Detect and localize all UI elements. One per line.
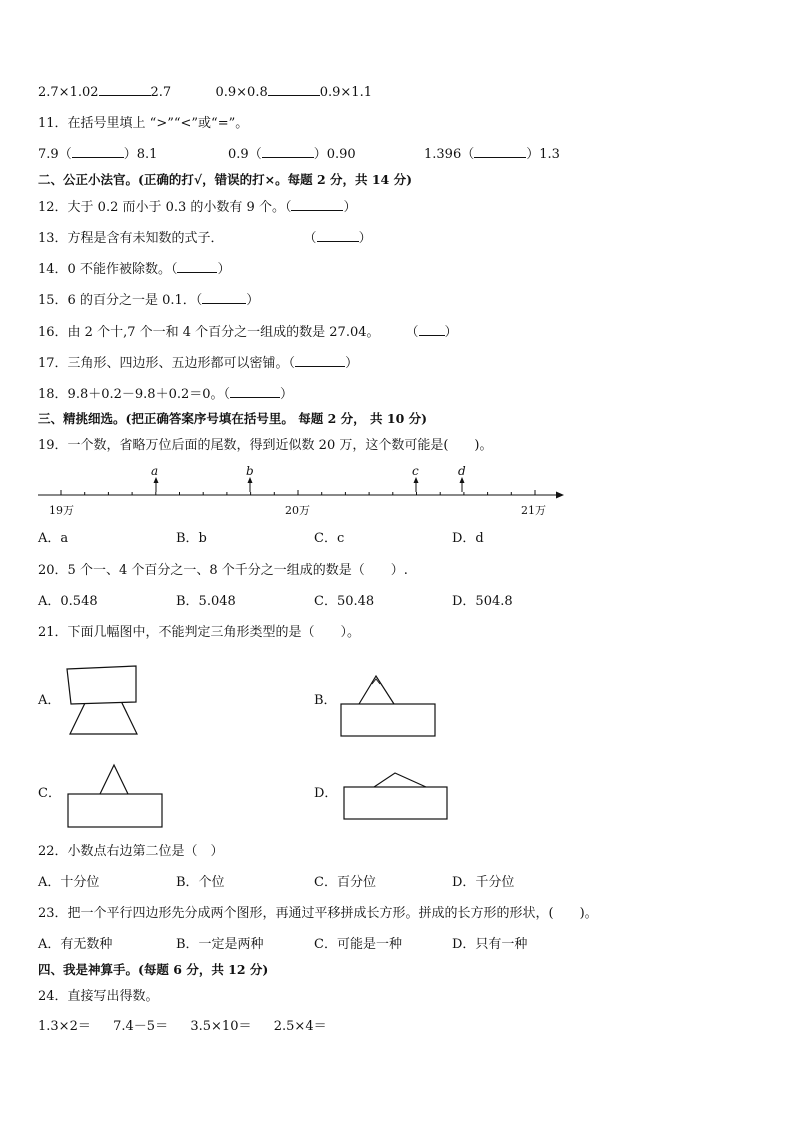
- q20-option-b[interactable]: B．5.048: [176, 594, 236, 609]
- figure-d-triangle: [374, 773, 426, 787]
- q22-stem: 22．小数点右边第二位是（ ）: [38, 844, 224, 859]
- number-line: [38, 492, 564, 499]
- q11-item-3: 1.396（ ）1.3: [424, 147, 560, 162]
- compare-left-b: 0.9×0.8: [215, 85, 268, 100]
- q11-stem: 11．在括号里填上 “>”“<”或“=”。: [38, 116, 249, 131]
- q19-option-b[interactable]: B．b: [176, 531, 207, 546]
- q20-option-a[interactable]: A．0.548: [38, 594, 98, 609]
- q22-option-d[interactable]: D．千分位: [452, 875, 515, 890]
- q11-right: 0.90: [326, 147, 356, 162]
- q11-left: 0.9: [228, 147, 249, 162]
- q23-option-d[interactable]: D．只有一种: [452, 937, 528, 952]
- q13-text: 13．方程是含有未知数的式子．: [38, 231, 224, 246]
- axis-label-21: 21万: [521, 504, 546, 517]
- figure-c-rectangle: [68, 794, 162, 827]
- q20-option-d[interactable]: D．504.8: [452, 594, 513, 609]
- section4-title: 四、我是神算手。(每题 6 分，共 12 分): [38, 962, 269, 977]
- q18: 18．9.8＋0.2－9.8＋0.2＝0。（ ）: [38, 387, 294, 402]
- point-label-b: b: [246, 464, 254, 478]
- compare-left-a: 2.7×1.02: [38, 85, 99, 100]
- calc-item-2: 7.4－5＝: [113, 1019, 169, 1034]
- q19-option-c[interactable]: C．c: [314, 531, 345, 546]
- q11-right: 8.1: [136, 147, 158, 162]
- q21-stem: 21．下面几幅图中，不能判定三角形类型的是（ ）。: [38, 625, 361, 640]
- axis-label-20: 20万: [285, 504, 310, 517]
- point-label-a: a: [151, 464, 159, 478]
- q13: 13．方程是含有未知数的式子． （ ）: [38, 231, 372, 246]
- compare-right-b: 0.9×1.1: [319, 85, 372, 100]
- q23-option-c[interactable]: C．可能是一种: [314, 937, 402, 952]
- point-label-c: c: [412, 464, 419, 478]
- q21-label-b[interactable]: B．: [314, 693, 337, 708]
- q14: 14．0 不能作被除数。（ ）: [38, 262, 231, 277]
- q19-option-a[interactable]: A．a: [38, 531, 69, 546]
- q15-text: 15．6 的百分之一是 0.1．: [38, 293, 196, 308]
- q11-left: 7.9: [38, 147, 59, 162]
- q20-stem: 20．5 个一、4 个百分之一、8 个千分之一组成的数是（ ）.: [38, 563, 408, 578]
- q21-figures: [67, 666, 447, 827]
- q22-option-b[interactable]: B．个位: [176, 875, 225, 890]
- q23-option-b[interactable]: B．一定是两种: [176, 937, 264, 952]
- figure-a-rectangle: [67, 666, 136, 704]
- q12: 12．大于 0.2 而小于 0.3 的小数有 9 个。（ ）: [38, 200, 357, 215]
- q23-stem: 23．把一个平行四边形先分成两个图形，再通过平移拼成长方形。拼成的长方形的形状，( )。: [38, 906, 598, 921]
- q22-option-a[interactable]: A．十分位: [38, 875, 100, 890]
- q24-stem: 24．直接写出得数。: [38, 989, 159, 1004]
- compare-right-a: 2.7: [150, 85, 172, 100]
- calc-row: [38, 1018, 327, 1036]
- q11-item-1: 7.9（ ）8.1: [38, 147, 158, 162]
- q21-label-d[interactable]: D．: [314, 786, 338, 801]
- figure-a-trapezoid: [70, 701, 137, 734]
- figure-b-rectangle: [341, 704, 435, 736]
- q16-text: 16．由 2 个十,7 个一和 4 个百分之一组成的数是 27.04。: [38, 325, 380, 340]
- q21-label-c[interactable]: C．: [38, 786, 61, 801]
- q11-right: 1.3: [539, 147, 560, 162]
- q18-text: 18．9.8＋0.2－9.8＋0.2＝0。: [38, 387, 224, 402]
- q15: 15．6 的百分之一是 0.1．（ ）: [38, 293, 260, 308]
- axis-arrow-icon: [556, 492, 564, 499]
- figure-d-rectangle: [344, 787, 447, 819]
- q20-option-c[interactable]: C．50.48: [314, 594, 375, 609]
- q23-option-a[interactable]: A．有无数种: [38, 937, 113, 952]
- q19-stem: 19．一个数，省略万位后面的尾数，得到近似数 20 万，这个数可能是( )。: [38, 438, 493, 453]
- figure-c-triangle: [100, 765, 128, 794]
- point-label-d: d: [458, 464, 466, 478]
- calc-item-1: 1.3×2＝: [38, 1019, 91, 1034]
- q11-left: 1.396: [424, 147, 462, 162]
- q22-option-c[interactable]: C．百分位: [314, 875, 376, 890]
- q17-text: 17．三角形、四边形、五边形都可以密铺。: [38, 356, 289, 371]
- q17: 17．三角形、四边形、五边形都可以密铺。（ ）: [38, 356, 359, 371]
- q14-text: 14．0 不能作被除数。: [38, 262, 171, 277]
- q19-option-d[interactable]: D．d: [452, 531, 484, 546]
- q12-text: 12．大于 0.2 而小于 0.3 的小数有 9 个。: [38, 200, 285, 215]
- calc-item-3: 3.5×10＝: [190, 1019, 252, 1034]
- q16: 16．由 2 个十,7 个一和 4 个百分之一组成的数是 27.04。 （ ）: [38, 325, 458, 340]
- q11-item-2: 0.9（ ）0.90: [228, 147, 356, 162]
- section2-title: 二、公正小法官。(正确的打√，错误的打×。每题 2 分，共 14 分): [38, 172, 413, 187]
- q21-label-a[interactable]: A．: [38, 693, 61, 708]
- calc-item-4: 2.5×4＝: [273, 1019, 327, 1034]
- axis-label-19: 19万: [49, 504, 74, 517]
- section3-title: 三、精挑细选。(把正确答案序号填在括号里。 每题 2 分， 共 10 分): [38, 411, 428, 426]
